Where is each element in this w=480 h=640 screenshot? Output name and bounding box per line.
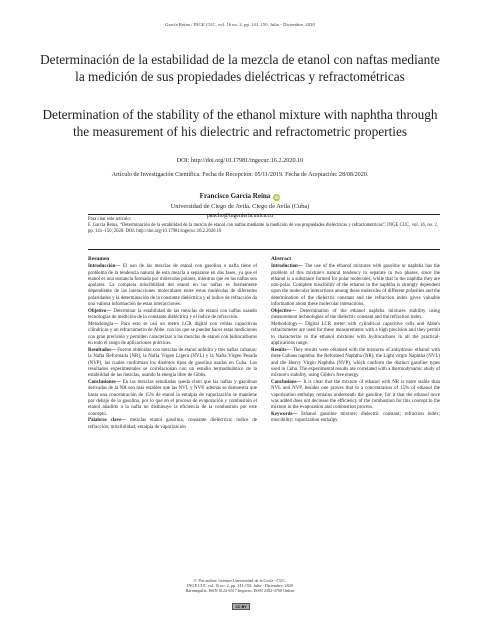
paragraph-text: Methodology— Digital LCR meter with cylindrical capacitive cells and Abbe's refractometer are used for these measurements with a high precision and they permit to characterize to the ethanol mixtures with hydrocarbons in all the practical- applications range. [271, 322, 440, 347]
paragraph-label: Introducción— [88, 264, 121, 270]
paragraph-text: Ethanol gasoline mixture; dielectric constant; refraction index; miscibility; vaporization enthalpy [271, 412, 440, 424]
abstract-paragraph [271, 322, 440, 347]
abstract-paragraph [88, 348, 257, 379]
abstract-paragraph [271, 412, 440, 425]
paragraph-text: mezclas etanol gasolina; constante dieléctrica; índice de refracción; miscibilidad; entalpía de vaporización [88, 418, 257, 430]
abstract-paragraph [88, 309, 257, 322]
paragraph-label: Resultados— [88, 347, 116, 353]
doi-line: DOI: http://doi.org/10.17981/ingecuc.16.2.2020.10 [176, 157, 304, 164]
footer-line-1: © The author; licensee Universidad de la Costa - CUC. [193, 578, 287, 583]
citation-text: F. García Reina, “Determinación de la estabilidad de la mezcla de etanol con naftas mediante la medición de sus propiedades dieléctricas y refractométricas”, INGE CUC, vol. 16, no. 2, pp. 141–150, 2020. DOI: http://doi.org/10.17981/ingecuc.16.2.2020.10 [88, 223, 438, 234]
article-dates: Artículo de Investigación Científica. Fecha de Recepción: 05/11/2019. Fecha de Aceptación: 28/08/2020. [111, 172, 369, 178]
citation-top-rule [88, 214, 440, 215]
paragraph-text: En las mezclas estudiadas queda claro que las naftas y gasolinas derivadas de la NR son más estables que las NVL y NVP, además se demuestra que hasta una concentración de 15% de etanol la entalpía de vaporización se mantiene por debajo de la gasolina, por lo que en el proceso de evaporación y combustión el etanol añadido a la nafta no disminuye la eficiencia de la combustión por este concepto. [88, 380, 257, 417]
paragraph-text: El uso de las mezclas de etanol con gasolina o nafta tiene el problema de la tendencia natural de esta mezcla a separarse en dos fases, ya que el etanol es una sustancia formada por moléculas polares, mientras que en las naftas son apolares. La completa miscibilidad del etanol en las naftas es fuertemente dependiente de las interacciones moleculares entre estas moléculas de diferentes polaridades y la determinación de la constante dieléctrica y el índice de refracción da una valiosa información de estas interacciones. [88, 264, 257, 308]
running-header: García Reina / INGE CUC, vol. 16 no. 2, pp. 141–150. Julio - Diciembre, 2020 [165, 22, 315, 27]
footer-line-3: Barranquilla. ISSN 0122-6517 Impreso, ISSN 2382-4700 Online [185, 588, 295, 594]
citation-block [88, 217, 438, 235]
footer-notes [0, 578, 480, 594]
abstract-paragraph [88, 322, 257, 347]
orcid-icon[interactable]: iD [274, 195, 279, 200]
abstract-paragraph [271, 380, 440, 411]
abstract-column [271, 256, 440, 425]
author-affiliation: Universidad de Ciego de Avila. Ciego de Avila (Cuba) [170, 203, 310, 210]
cc-license-badge[interactable]: CC BY [232, 603, 250, 610]
abstract-paragraph [271, 309, 440, 322]
title-spanish: Determinación de la estabilidad de la mezcla de etanol con naftas mediante la medición de sus propiedades dieléctricas y refractométricas [40, 52, 440, 84]
abstract-paragraph [88, 418, 257, 431]
author-name: Francisco García Reina [199, 192, 271, 200]
paragraph-text: It is clear that the mixture of ethanol with NR is more stable than NVL and NVP, besides one proves that to a concentration of 15% of ethanol the vaporization enthalpy remains underneath the gasoline, for it that the ethanol once was added does not decrease the efficiency of the combustion for this concept to the mixture in the evaporation and combustion process. [271, 380, 440, 411]
paragraph-text: They results were obtained with the mixtures of anhydrous- ethanol with three Cubans naphtha: the Reformed Naphtha (NR), the Light virgin Naphtha (NVL) and the Heavy Virgin Naphtha (NVP), which conform the distinct gasoline types used in Cuba. The experimental results are correlated with a thermodynamic study of mixture's stability, using Gibbs's free energy. [271, 347, 440, 379]
paragraph-text: Determination of the ethanol naphtha mixtures stability using measurement technologies of the dielectric constant and the refraction index. [271, 308, 440, 321]
paragraph-text: The use of the ethanol mixtures with gasoline or naphtha has the problem of this mixture's natural tendency to separate in two phases, since the ethanol is a substance formed for polar molecules, while that in the naphtha they are non-polar. Complete miscibility of the ethanol in the naphtha is strongly dependent upon the molecular interactions among these molecules of different polarities and the determination of the dielectric constant and the refraction index gives valuable information about these molecular interactions. [271, 264, 440, 308]
abstract-paragraph [88, 380, 257, 418]
citation-bottom-rule [88, 249, 440, 250]
title-english: Determination of the stability of the ethanol mixture with naphtha through the measurement of his dielectric and refractometric properties [42, 107, 438, 139]
abstract-paragraph [88, 264, 257, 308]
resumen-paragraphs [88, 264, 257, 431]
abstract-paragraph [271, 348, 440, 379]
resumen-column [88, 256, 257, 432]
resumen-heading: Resumen [88, 256, 110, 262]
paragraph-text: Metodología— Para esto se usó un metro LCR digital con celdas capacitivas cilíndricas y un refractómetro de Abbe, con los que se pueden hacer estas mediciones con gran precisión y permiten caracterizar a las mezclas de etanol con hidrocarburos en todo el rango de aplicaciones prácticas. [88, 322, 257, 347]
paragraph-label: Palabras clave— [88, 418, 127, 424]
paragraph-label: Results— [271, 347, 292, 353]
author-email[interactable]: pancho@ingenieria.unica.cu [206, 212, 274, 219]
paragraph-label: Keywords— [271, 412, 298, 418]
abstract-paragraph [271, 264, 440, 308]
abstract-paragraphs [271, 264, 440, 424]
paragraph-label: Conclusiones— [88, 380, 121, 386]
footer-line-2: INGE CUC vol. 16 no. 2, pp. 141-150. Julio - Diciembre, 2020 [187, 583, 293, 589]
paragraph-label: Introduction— [271, 264, 303, 270]
paragraph-label: Objetivo— [88, 308, 112, 314]
paragraph-label: Conclusions— [271, 380, 302, 386]
citation-heading: Para citar este artículo: [88, 217, 132, 222]
paragraph-text: Determinar la estabilidad de las mezclas de etanol con naftas usando tecnologías de medición de la constante dieléctrica y el índice de refracción. [88, 308, 257, 321]
paragraph-label: Objective— [271, 308, 297, 314]
abstract-heading: Abstract [271, 256, 292, 262]
paragraph-text: Fueron obtenidas con mezclas de etanol anhidro y tres naftas cubanas: la Nafta Reformada (NR), la Nafta Virgen Ligera (NVL) y la Nafta Virgen Pesada (NVP), las cuales conforman los distintos tipos de gasolina usadas en Cuba. Los resultados experimentales se correlacionan con un estudio termodinámico de la estabilidad de las mezclas, usando la energía libre de Gibbs. [88, 347, 257, 379]
